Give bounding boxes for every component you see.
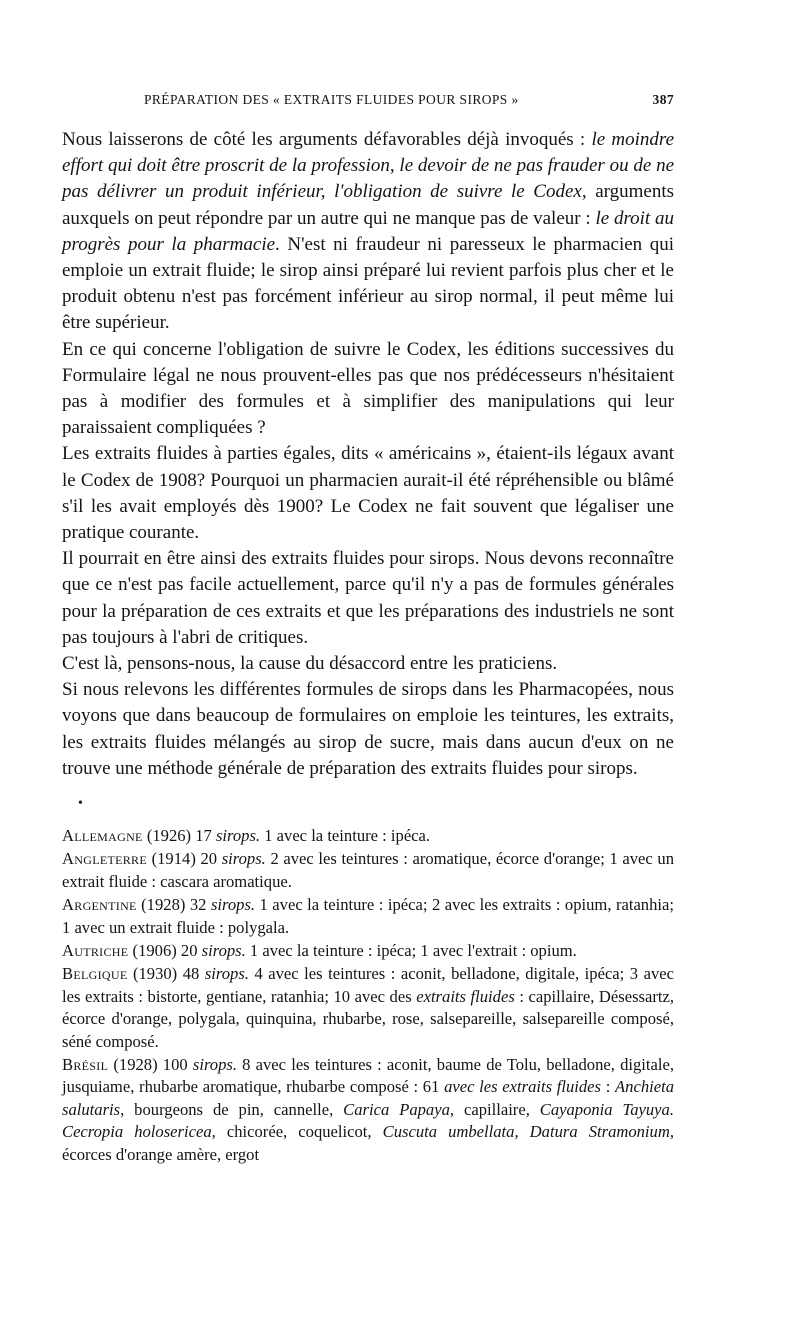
list-item xyxy=(62,825,674,847)
list-item xyxy=(62,1054,674,1166)
italic-run: Anchieta salutaris xyxy=(62,1077,674,1119)
list-item xyxy=(62,963,674,1053)
page-header xyxy=(62,92,674,114)
text-run: : xyxy=(601,1077,616,1097)
text-run: , capillaire, xyxy=(449,1099,540,1119)
text-run: 1 avec la teinture : ipéca; 1 avec l'extrait : opium. xyxy=(245,941,577,961)
text-run: (1906) 20 xyxy=(128,941,202,961)
paragraph: C'est là, pensons-nous, la cause du désaccord entre les praticiens. xyxy=(62,653,558,675)
italic-run: sirops. xyxy=(204,964,249,984)
text-run: , chicorée, coquelicot, xyxy=(211,1122,383,1142)
country-name: Angleterre xyxy=(62,849,147,869)
list-item xyxy=(62,848,674,893)
text-run: 8 avec les teintures : aconit, baume de Tolu, belladone, digitale, jusquiame, rhubarbe aromatique, rhubarbe composé : 61 xyxy=(62,1055,675,1097)
running-title: PRÉPARATION DES « EXTRAITS FLUIDES POUR SIROPS » xyxy=(144,92,519,107)
pharmacopoeia-list xyxy=(62,825,674,1167)
italic-run: sirops. xyxy=(215,826,261,845)
paragraph: Il pourrait en être ainsi des extraits fluides pour sirops. Nous devons reconnaître que ce n'est pas facile actuellement, parce qu'il n'y a pas de formules générales pour la préparation de ces extraits et que les préparations des industriels ne sont pas toujours à l'abri de critiques. xyxy=(62,548,674,648)
italic-run: sirops. xyxy=(192,1055,237,1075)
text-run: . N'est ni fraudeur ni paresseux le pharmacien qui emploie un extrait fluide; le sirop ainsi préparé lui revient parfois plus cher et le produit obtenu n'est pas forcément inférieur au sirop normal, il peut même lui être supérieur. xyxy=(62,233,674,334)
italic-run: Cuscuta umbellata, Datura Stramonium xyxy=(382,1122,670,1142)
text-run: , arguments auxquels on peut répondre par un autre qui ne manque pas de valeur : xyxy=(62,181,674,229)
italic-run: sirops. xyxy=(221,849,266,869)
text-run: Nous laisserons de côté les arguments défavorables déjà invoqués : xyxy=(62,129,592,150)
text-run: 1 avec la teinture : ipéca; 2 avec les extraits : opium, ratanhia; 1 avec un extrait fluide : polygala. xyxy=(62,895,674,937)
page-number: 387 xyxy=(652,92,674,107)
paragraph xyxy=(62,127,674,337)
italic-run: le droit au progrès pour la pharmacie xyxy=(62,207,674,255)
country-name: Argentine xyxy=(62,895,137,915)
text-run: : capillaire, Désessartz, écorce d'orange, polygala, quinquina, rhubarbe, rose, salsepareille, salsepareille composé, séné composé. xyxy=(62,986,675,1051)
italic-run: extraits fluides xyxy=(416,986,515,1006)
text-run: 1 avec la teinture : ipéca. xyxy=(260,826,431,845)
italic-run: avec les extraits fluides xyxy=(444,1077,602,1097)
list-item xyxy=(62,894,674,939)
text-run: (1930) 48 xyxy=(127,964,205,984)
country-name: Belgique xyxy=(62,964,128,984)
country-name: Allemagne xyxy=(62,826,143,845)
italic-run: le moindre effort qui doit être proscrit de la profession, le devoir de ne pas frauder ou de ne pas délivrer un produit inférieur, l'obligation de suivre le Codex xyxy=(62,129,675,203)
text-run: (1914) 20 xyxy=(146,849,222,869)
text-run: (1928) 32 xyxy=(136,895,211,915)
italic-run: Carica Papaya xyxy=(343,1099,450,1119)
paragraph: Si nous relevons les différentes formules de sirops dans les Pharmacopées, nous voyons que dans beaucoup de formulaires on emploie les teintures, les extraits, les extraits fluides mélangés au sirop de sucre, mais dans aucun d'eux on ne trouve une méthode générale de préparation des extraits fluides pour sirops. xyxy=(62,679,674,779)
paragraph: En ce qui concerne l'obligation de suivre le Codex, les éditions successives du Formulaire légal ne nous prouvent-elles pas que nos prédécesseurs n'hésitaient pas à modifier des formules et à simplifier des manipulations qui leur paraissaient compliquées ? xyxy=(62,338,674,439)
country-name: Brésil xyxy=(62,1055,109,1075)
ornament-dot: • xyxy=(78,796,83,811)
country-name: Autriche xyxy=(62,941,129,961)
paragraph: Les extraits fluides à parties égales, dits « américains », étaient-ils légaux avant le Codex de 1908? Pourquoi un pharmacien aurait-il été répréhensible ou blâmé s'il les avait employés dès 1900? Le Codex ne fait souvent que légaliser une pratique courante. xyxy=(62,443,674,544)
text-run: , bourgeons de pin, cannelle, xyxy=(120,1099,344,1119)
text-run: , écorces d'orange amère, ergot xyxy=(62,1122,674,1164)
text-run: (1928) 100 xyxy=(108,1055,193,1075)
list-item xyxy=(62,940,674,962)
body-text xyxy=(62,127,674,782)
italic-run: sirops. xyxy=(210,895,256,915)
italic-run: sirops. xyxy=(201,941,246,961)
text-run: 4 avec les teintures : aconit, belladone, digitale, ipéca; 3 avec les extraits : bistorte, gentiane, ratanhia; 10 avec des xyxy=(62,964,674,1006)
italic-run: Cayaponia Tayuya. Cecropia holosericea xyxy=(62,1099,674,1142)
text-run: 2 avec les teintures : aromatique, écorce d'orange; 1 avec un extrait fluide : cascara aromatique. xyxy=(62,849,674,891)
text-run: (1926) 17 xyxy=(142,826,216,845)
